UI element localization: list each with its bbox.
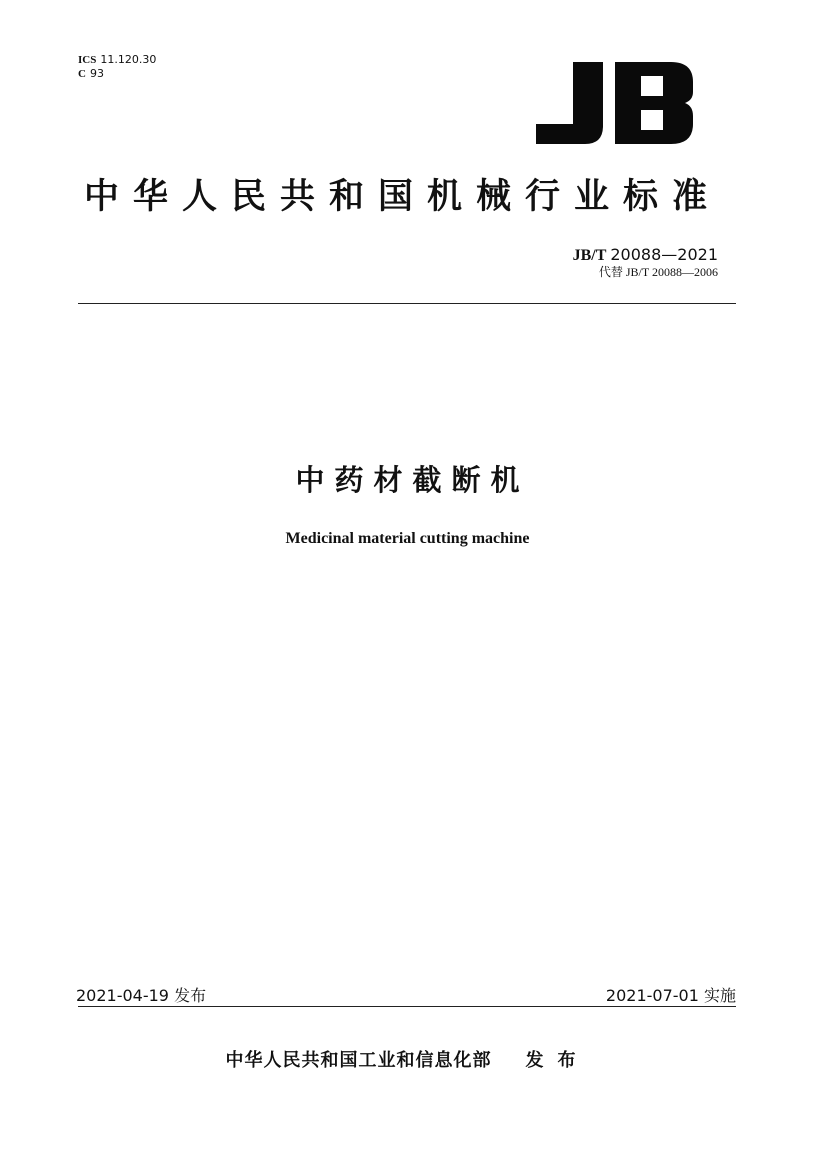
publish-date: 2021-04-19 发布 [76,986,207,1005]
ccs-line [78,67,156,81]
replaces-standard: 代替 JB/T 20088—2006 [598,265,718,279]
effective-date: 2021-07-01 实施 [605,986,736,1005]
document-title-cn: 中药材截断机 [295,463,530,497]
issuing-department: 中华人民共和国工业和信息化部 [225,1050,492,1071]
issue-action: 发布 [525,1050,590,1071]
ics-value: 11.120.30 [100,53,157,66]
ics-line [78,53,156,67]
standard-prefix: JB/T [572,247,607,264]
jb-logo [533,62,693,144]
standard-number: 20088—2021 [610,245,718,264]
standard-number-block [573,246,718,279]
issuer-line [0,1046,815,1072]
footer-divider [78,1006,736,1007]
classification-block [78,53,156,81]
header-divider [78,303,736,304]
main-title: 中华人民共和国机械行业标准 [84,177,722,217]
ccs-label: C [78,68,86,80]
document-title-en: Medicinal material cutting machine [285,530,530,547]
ics-label: ICS [78,54,97,66]
standard-code [573,246,718,265]
ccs-value: 93 [89,67,104,80]
